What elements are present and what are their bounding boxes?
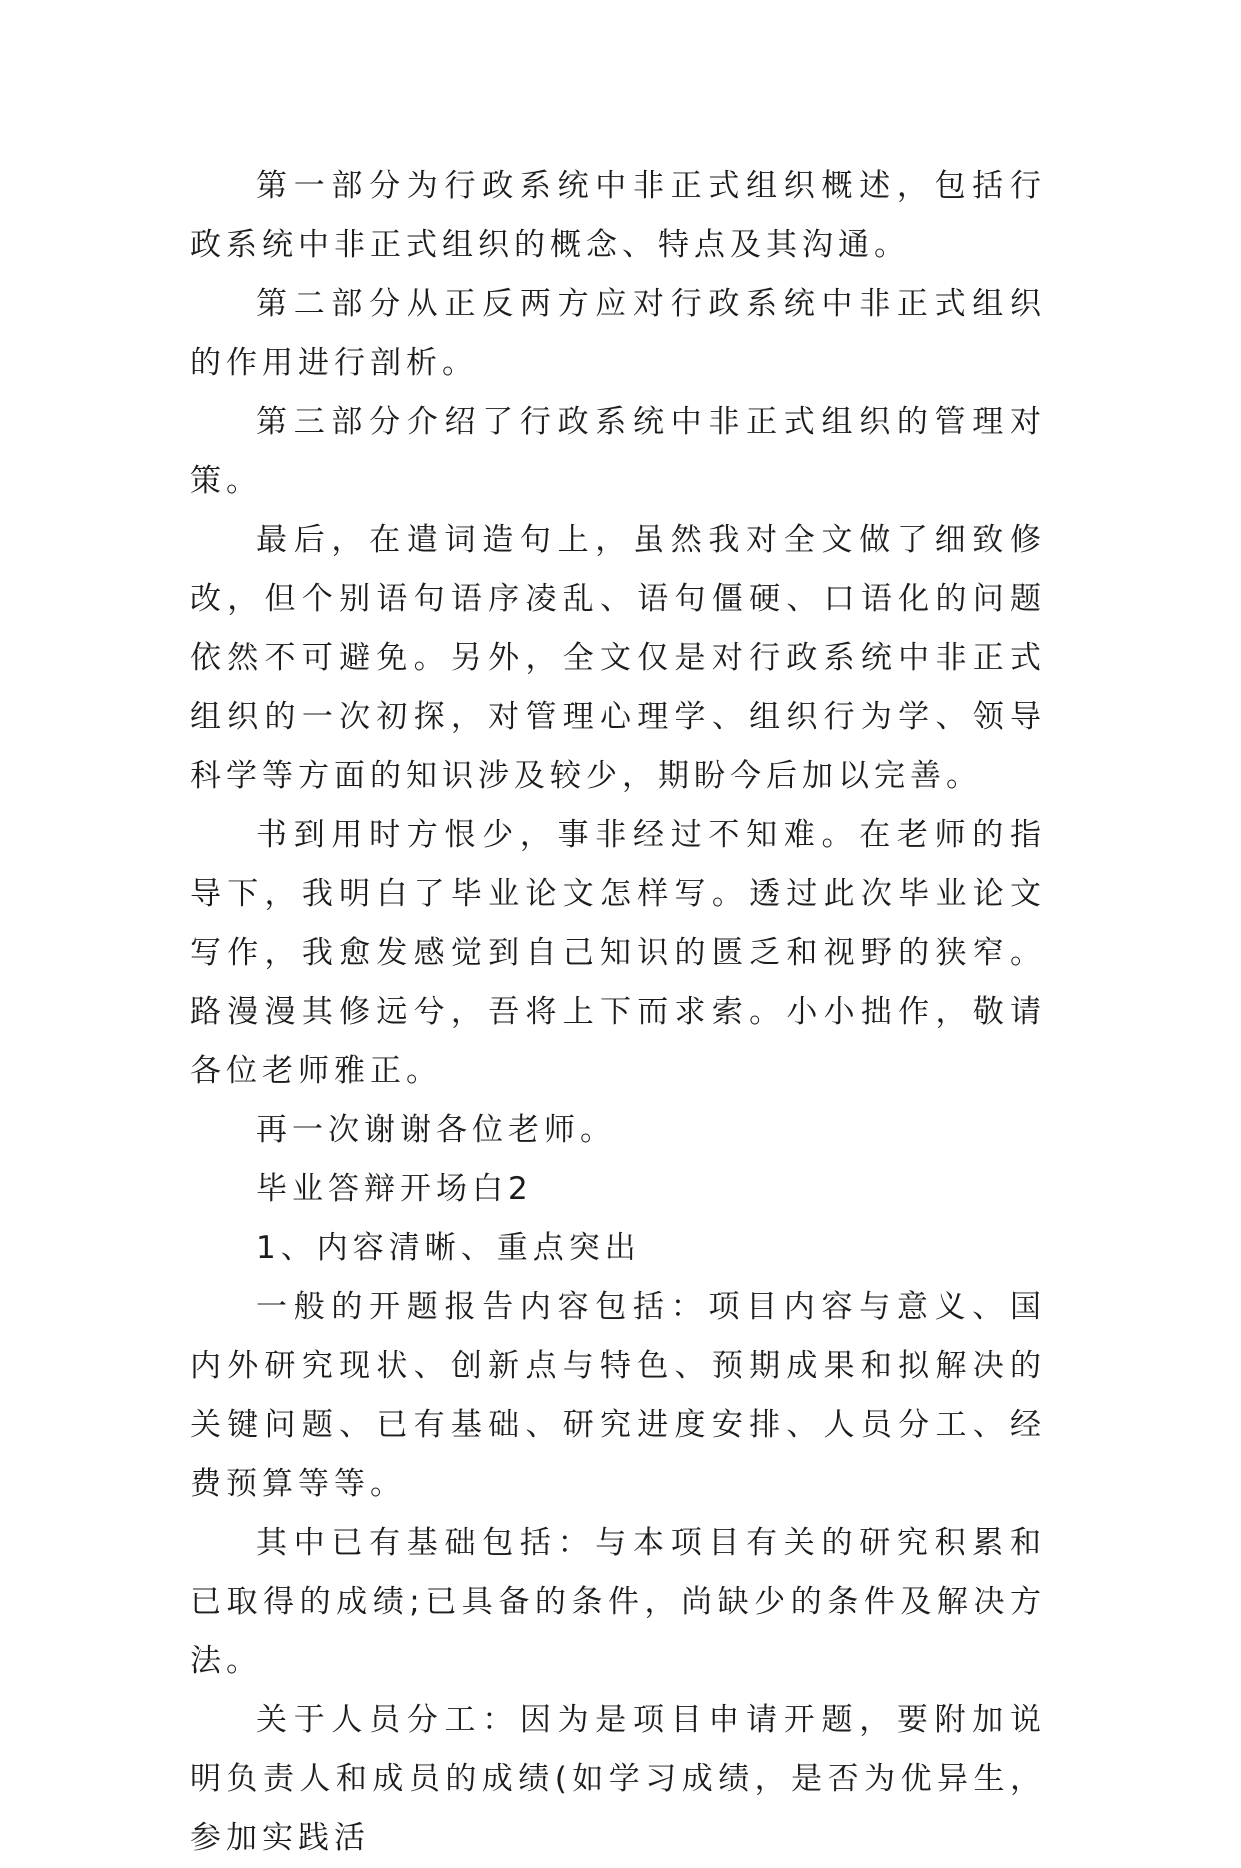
paragraph-closing-remarks: 最后，在遣词造句上，虽然我对全文做了细致修改，但个别语句语序凌乱、语句僵硬、口语化的问题依然不可避免。另外，全文仅是对行政系统中非正式组织的一次初探，对管理心理学、组织行为学、领导科学等方面的知识涉及较少，期盼今后加以完善。 bbox=[190, 522, 1046, 794]
paragraph-part-three: 第三部分介绍了行政系统中非正式组织的管理对策。 bbox=[190, 404, 1046, 499]
paragraph-acknowledgement: 书到用时方恨少，事非经过不知难。在老师的指导下，我明白了毕业论文怎样写。透过此次毕业论文写作，我愈发感觉到自己知识的匮乏和视野的狭窄。路漫漫其修远兮，吾将上下而求索。小小拙作，敬请各位老师雅正。 bbox=[190, 817, 1046, 1089]
section-heading: 毕业答辩开场白2 bbox=[256, 1171, 533, 1207]
paragraph-part-one: 第一部分为行政系统中非正式组织概述，包括行政系统中非正式组织的概念、特点及其沟通。 bbox=[190, 168, 1046, 263]
paragraph-report-contents: 一般的开题报告内容包括：项目内容与意义、国内外研究现状、创新点与特色、预期成果和拟解决的关键问题、已有基础、研究进度安排、人员分工、经费预算等等。 bbox=[190, 1289, 1046, 1502]
paragraph-existing-basis: 其中已有基础包括：与本项目有关的研究积累和已取得的成绩;已具备的条件，尚缺少的条件及解决方法。 bbox=[190, 1525, 1046, 1679]
subsection-heading: 1、内容清晰、重点突出 bbox=[256, 1230, 641, 1266]
paragraph-thanks: 再一次谢谢各位老师。 bbox=[256, 1112, 616, 1148]
paragraph-part-two: 第二部分从正反两方应对行政系统中非正式组织的作用进行剖析。 bbox=[190, 286, 1046, 381]
paragraph-staff-division: 关于人员分工：因为是项目申请开题，要附加说明负责人和成员的成绩(如学习成绩，是否为优异生，参加实践活 bbox=[190, 1702, 1046, 1856]
